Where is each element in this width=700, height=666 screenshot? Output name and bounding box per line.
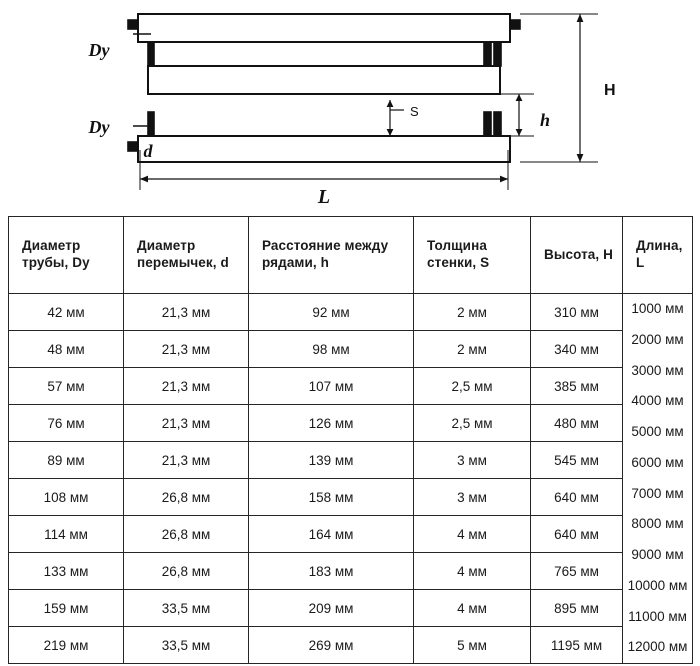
label-h: h [540,110,551,130]
cell-height: 545 мм [531,442,623,479]
length-option: 5000 мм [631,424,684,440]
cell-diameter: 42 мм [9,294,124,331]
col-header-wall-thickness: Толщина стенки, S [414,217,531,294]
pipe-bottom-left-nipple [128,142,138,151]
length-option: 9000 мм [631,547,684,563]
cell-height: 1195 мм [531,627,623,664]
cell-wall-thickness: 3 мм [414,479,531,516]
label-L-overall: L [317,186,331,208]
cell-diameter: 114 мм [9,516,124,553]
cell-wall-thickness: 4 мм [414,516,531,553]
cell-jumper-diameter: 21,3 мм [124,368,249,405]
table-row [9,294,693,331]
table-row [9,553,693,590]
cell-jumper-diameter: 21,3 мм [124,405,249,442]
s-arrow-up [387,100,394,107]
label-s: S [410,104,419,119]
label-H-overall: H [604,82,616,99]
table-header [9,217,693,294]
pipe-top-right-nipple [510,20,520,29]
pipe-row-bottom [138,136,510,162]
pipe-row-middle [148,66,500,94]
length-option: 6000 мм [631,454,684,470]
cell-height: 480 мм [531,405,623,442]
table-row [9,590,693,627]
table-row [9,368,693,405]
label-dy-top: Dy [88,40,110,60]
cell-diameter: 89 мм [9,442,124,479]
cell-height: 310 мм [531,294,623,331]
table-header-row [9,217,693,294]
cell-wall-thickness: 4 мм [414,590,531,627]
register-spec-table [8,216,693,664]
length-option: 11000 мм [628,608,687,624]
col-header-diameter: Диаметр трубы, Dy [9,217,124,294]
table-row [9,442,693,479]
jumper-top-right-a [484,42,491,66]
length-option: 1000 мм [631,301,684,317]
cell-row-distance: 269 мм [249,627,414,664]
cell-height: 765 мм [531,553,623,590]
jumper-bottom-left [148,112,154,136]
jumper-top-left [148,42,154,66]
cell-length-list [623,294,693,664]
jumper-bottom-right-b [494,112,501,136]
label-dy-middle: Dy [88,117,110,137]
length-options [627,294,688,663]
length-option: 10000 мм [627,577,688,593]
table-row [9,479,693,516]
cell-jumper-diameter: 21,3 мм [124,331,249,368]
register-drawing [0,0,700,210]
cell-wall-thickness: 2 мм [414,331,531,368]
table-row [9,627,693,664]
table-row [9,331,693,368]
cell-diameter: 159 мм [9,590,124,627]
length-option: 7000 мм [631,485,684,501]
L-arrow-right [500,176,508,183]
cell-height: 385 мм [531,368,623,405]
h-arrow-down [516,129,523,136]
cell-height: 640 мм [531,479,623,516]
cell-row-distance: 139 мм [249,442,414,479]
cell-height: 895 мм [531,590,623,627]
cell-jumper-diameter: 26,8 мм [124,553,249,590]
table-body [9,294,693,664]
pipe-row-top [138,14,510,42]
cell-row-distance: 98 мм [249,331,414,368]
cell-jumper-diameter: 33,5 мм [124,590,249,627]
L-arrow-left [140,176,148,183]
cell-wall-thickness: 2,5 мм [414,368,531,405]
jumper-top-right-b [494,42,501,66]
cell-row-distance: 107 мм [249,368,414,405]
cell-wall-thickness: 3 мм [414,442,531,479]
cell-diameter: 219 мм [9,627,124,664]
cell-row-distance: 183 мм [249,553,414,590]
H-arrow-up [577,14,584,22]
cell-diameter: 76 мм [9,405,124,442]
cell-jumper-diameter: 33,5 мм [124,627,249,664]
length-option: 12000 мм [627,639,688,655]
cell-diameter: 57 мм [9,368,124,405]
cell-jumper-diameter: 21,3 мм [124,294,249,331]
cell-height: 640 мм [531,516,623,553]
cell-row-distance: 209 мм [249,590,414,627]
cell-jumper-diameter: 26,8 мм [124,479,249,516]
s-arrow-down [387,129,394,136]
register-schematic-svg [0,0,700,210]
cell-height: 340 мм [531,331,623,368]
cell-wall-thickness: 2 мм [414,294,531,331]
length-option: 8000 мм [631,516,684,532]
table-row [9,405,693,442]
length-option: 3000 мм [631,362,684,378]
col-header-row-distance: Расстояние между рядами, h [249,217,414,294]
cell-jumper-diameter: 26,8 мм [124,516,249,553]
cell-row-distance: 92 мм [249,294,414,331]
label-d: d [143,141,153,161]
length-option: 4000 мм [631,393,684,409]
H-arrow-down [577,154,584,162]
length-option: 2000 мм [631,331,684,347]
cell-wall-thickness: 4 мм [414,553,531,590]
table-row [9,516,693,553]
cell-wall-thickness: 2,5 мм [414,405,531,442]
jumper-bottom-right-a [484,112,491,136]
cell-diameter: 48 мм [9,331,124,368]
cell-row-distance: 126 мм [249,405,414,442]
pipe-top-left-nipple [128,20,138,29]
cell-jumper-diameter: 21,3 мм [124,442,249,479]
col-header-length: Длина, L [623,217,693,294]
cell-row-distance: 164 мм [249,516,414,553]
cell-diameter: 133 мм [9,553,124,590]
col-header-height: Высота, H [531,217,623,294]
h-arrow-up [516,94,523,101]
cell-wall-thickness: 5 мм [414,627,531,664]
cell-row-distance: 158 мм [249,479,414,516]
col-header-jumper-diameter: Диаметр перемычек, d [124,217,249,294]
spec-table-container [8,216,692,664]
cell-diameter: 108 мм [9,479,124,516]
